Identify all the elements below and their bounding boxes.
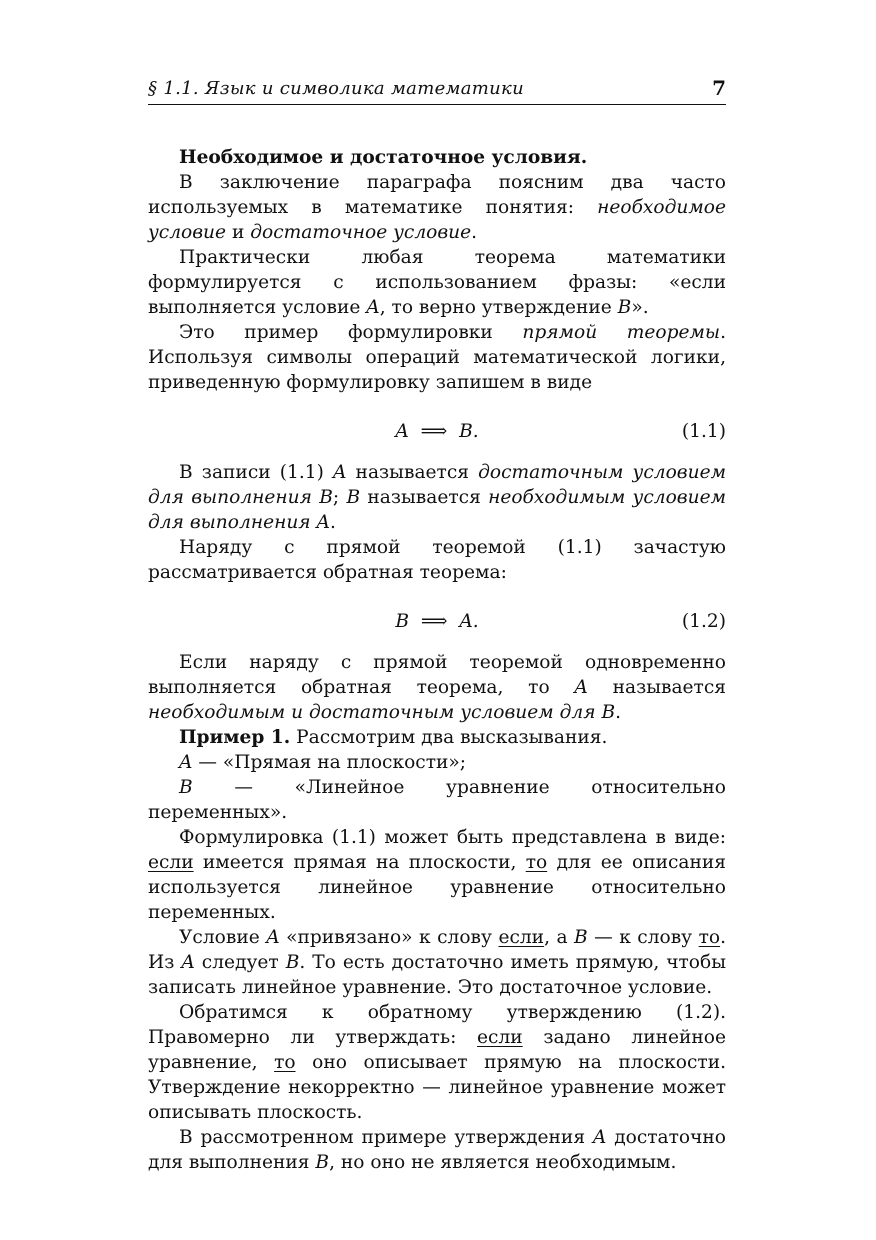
section-title: § 1.1. Язык и символика математики [148, 78, 524, 99]
paragraph-statement-a: A — «Прямая на плоскости»; [179, 752, 467, 773]
equation-formula: B ⟹ A. [395, 611, 479, 632]
paragraph-iff: Если наряду с прямой теоремой одновременно выполняется обратная теорема, то A называется необходимым и достаточным условием для B. [148, 652, 726, 723]
paragraph-condition-binding: Условие A «привязано» к слову если, а B — к слову то. Из A следует B. То есть достаточно иметь прямую, чтобы записать линейное уравнение. Это достаточное условие. [148, 927, 727, 998]
paragraph-statement-b: B — «Линейное уравнение относительно переменных». [148, 777, 726, 823]
equation-number: (1.1) [681, 421, 726, 442]
equation-1-1 [148, 419, 726, 444]
section-heading: Необходимое и достаточное условия. [179, 147, 588, 168]
equation-1-2 [148, 609, 726, 634]
paragraph-example-title: Пример 1. Рассмотрим два высказывания. [179, 727, 608, 748]
paragraph-converse-check: Обратимся к обратному утверждению (1.2). Правомерно ли утверждать: если задано линейное уравнение, то оно описывает прямую на плоскости. Утверждение некорректно — линейное уравнение может описывать плоскость. [148, 1002, 727, 1123]
running-header [148, 76, 726, 105]
paragraph-converse-intro: Наряду с прямой теоремой (1.1) зачастую рассматривается обратная теорема: [148, 537, 726, 583]
paragraph-direct-theorem: Это пример формулировки прямой теоремы. Используя символы операций математической логики, приведенную формулировку запишем в виде [148, 322, 726, 393]
equation-formula: A ⟹ B. [395, 421, 479, 442]
paragraph-conclusion: В рассмотренном примере утверждения A достаточно для выполнения B, но оно не является необходимым. [148, 1127, 726, 1173]
paragraph-theorem-phrase: Практически любая теорема математики формулируется с использованием фразы: «если выполняется условие A, то верно утверждение B». [148, 247, 726, 318]
paragraph-formulation: Формулировка (1.1) может быть представлена в виде: если имеется прямая на плоскости, то для ее описания используется линейное уравнение относительно переменных. [148, 827, 726, 923]
paragraph-sufficient-necessary: В записи (1.1) A называется достаточным условием для выполнения B; B называется необходимым условием для выполнения A. [148, 462, 727, 533]
page-number: 7 [712, 76, 726, 100]
paragraph-intro: В заключение параграфа поясним два часто используемых в математике понятия: необходимое условие и достаточное условие. [148, 172, 726, 243]
page-body [148, 145, 726, 1175]
equation-number: (1.2) [681, 611, 726, 632]
